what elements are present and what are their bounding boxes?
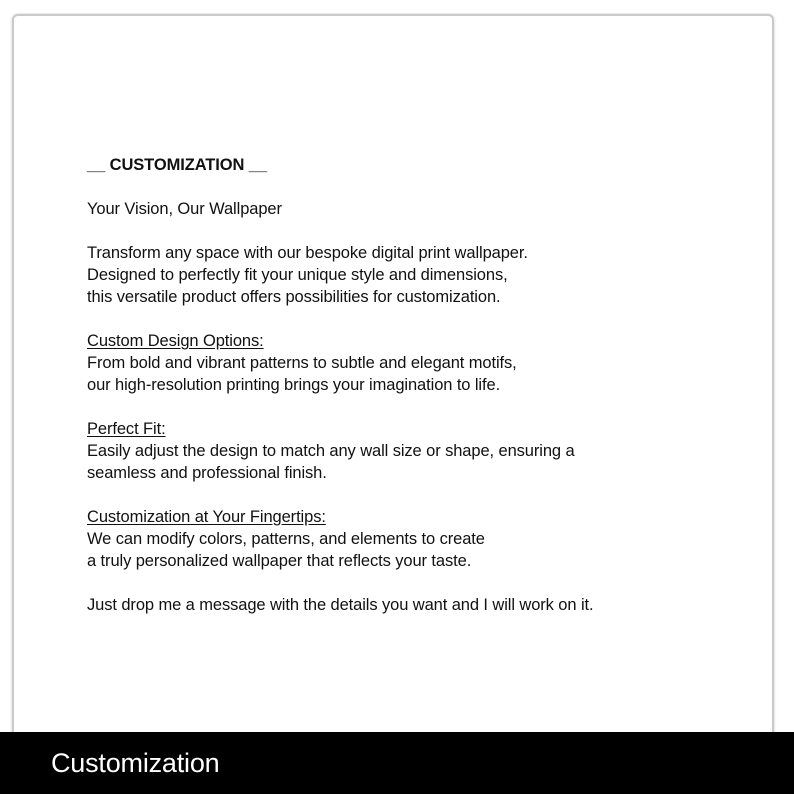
- section-title-custom-design: Custom Design Options:: [87, 332, 264, 350]
- intro-line: this versatile product offers possibilities for customization.: [87, 288, 501, 306]
- spacer: [87, 396, 747, 418]
- spacer: [87, 308, 747, 330]
- footer-label: Customization: [51, 748, 220, 778]
- spacer: [87, 176, 747, 198]
- section-line: our high-resolution printing brings your imagination to life.: [87, 376, 501, 394]
- section-title-perfect-fit: Perfect Fit:: [87, 420, 166, 438]
- closing-message: Just drop me a message with the details you want and I will work on it.: [87, 596, 594, 614]
- section-line: Easily adjust the design to match any wall size or shape, ensuring a: [87, 442, 575, 460]
- document-content: [87, 154, 747, 616]
- footer-bar: [0, 732, 794, 794]
- tagline: Your Vision, Our Wallpaper: [87, 200, 282, 218]
- section-line: From bold and vibrant patterns to subtle and elegant motifs,: [87, 354, 517, 372]
- intro-line: Designed to perfectly fit your unique style and dimensions,: [87, 266, 508, 284]
- section-line: seamless and professional finish.: [87, 464, 327, 482]
- section-line: a truly personalized wallpaper that reflects your taste.: [87, 552, 472, 570]
- section-title-fingertips: Customization at Your Fingertips:: [87, 508, 326, 526]
- document-heading: __ CUSTOMIZATION __: [87, 156, 267, 174]
- spacer: [87, 572, 747, 594]
- spacer: [87, 220, 747, 242]
- document-card: [12, 14, 774, 754]
- section-line: We can modify colors, patterns, and elements to create: [87, 530, 485, 548]
- spacer: [87, 484, 747, 506]
- intro-line: Transform any space with our bespoke digital print wallpaper.: [87, 244, 528, 262]
